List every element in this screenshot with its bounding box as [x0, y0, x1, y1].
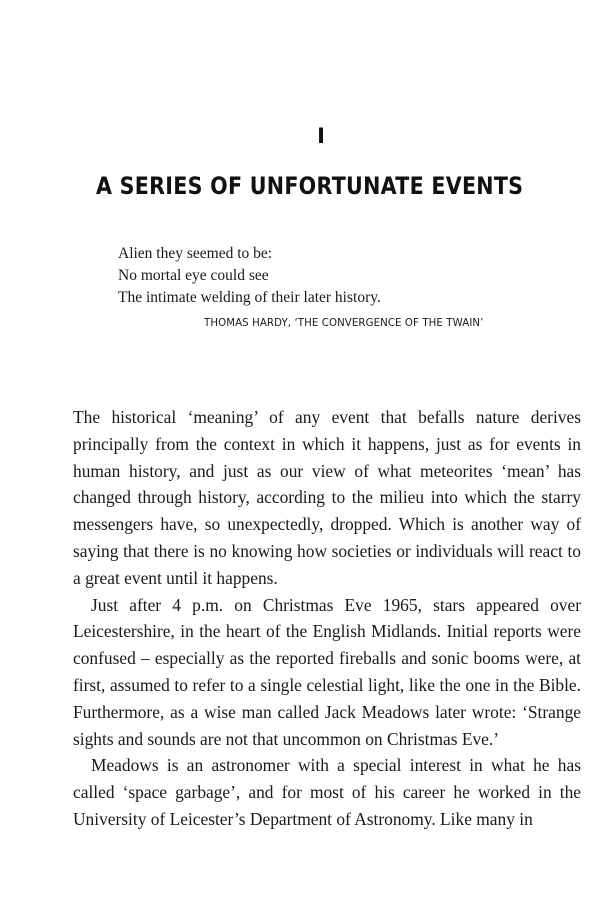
epigraph-line: Alien they seemed to be: — [118, 245, 273, 262]
chapter-number: I — [317, 124, 325, 148]
paragraph: Meadows is an astronomer with a special interest in what he has called ‘space garbage’, and for most of his career he worked in the University of Leicester’s Department of Astronomy. Like many in — [73, 755, 581, 829]
chapter-title: A SERIES OF UNFORTUNATE EVENTS — [96, 172, 524, 200]
epigraph-line: No mortal eye could see — [118, 267, 269, 284]
epigraph-line: The intimate welding of their later history. — [118, 289, 381, 306]
epigraph-attribution: THOMAS HARDY, ‘THE CONVERGENCE OF THE TWAIN’ — [204, 318, 484, 329]
paragraph: Just after 4 p.m. on Christmas Eve 1965, stars appeared over Leicestershire, in the heart of the English Midlands. Initial reports were confused – especially as the reported fireballs and sonic booms were, at first, assumed to refer to a single celestial light, like the one in the Bible. Furthermore, as a wise man called Jack Meadows later wrote: ‘Strange sights and sounds are not that uncommon on Christmas Eve.’ — [73, 594, 581, 749]
epigraph — [118, 243, 381, 309]
paragraph: The historical ‘meaning’ of any event that befalls nature derives principally from the context in which it happens, just as for events in human history, and just as our view of what meteorites ‘mean’ has changed through history, according to the milieu into which the starry messengers have, so unexpectedly, dropped. Which is another way of saying that there is no knowing how societies or individuals will react to a great event until it happens. — [73, 407, 581, 588]
body-text — [73, 404, 581, 833]
